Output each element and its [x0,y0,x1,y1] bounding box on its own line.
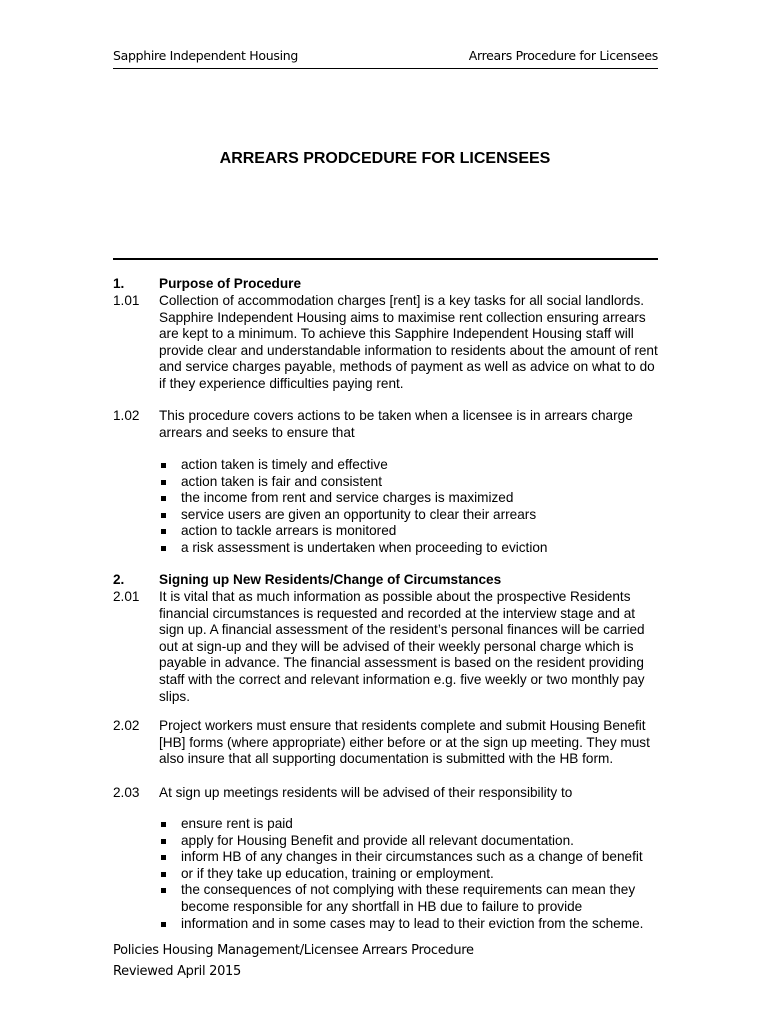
header-organisation: Sapphire Independent Housing [113,48,299,63]
bullet-square-icon [161,888,166,893]
bullet-square-icon [161,872,166,877]
list-item-text: inform HB of any changes in their circumstances such as a change of benefit [181,849,643,865]
list-item [159,916,659,933]
bullet-square-icon [161,839,166,844]
list-item-text: information and in some cases may to lead to their eviction from the scheme. [181,915,644,931]
list-item-text: a risk assessment is undertaken when proceeding to eviction [181,539,548,555]
header-document-name: Arrears Procedure for Licensees [468,48,658,63]
bullet-list [159,816,659,932]
list-item [159,849,659,866]
paragraph-number: 1.01 [113,293,140,308]
list-item-text: service users are given an opportunity to clear their arrears [181,506,537,522]
paragraph-number: 2.01 [113,589,140,604]
list-item-text: action taken is timely and effective [181,457,388,472]
bullet-square-icon [161,546,166,551]
section-heading: Purpose of Procedure [159,276,302,291]
paragraph-text [159,589,659,705]
page-footer [113,940,474,982]
list-item [159,507,659,524]
list-item-text: the income from rent and service charges is maximized [181,490,514,506]
list-item [159,523,659,540]
list-item [159,882,659,915]
section-heading: Signing up New Residents/Change of Circumstances [159,572,502,587]
paragraph-text [159,718,659,768]
paragraph-body: Project workers must ensure that residents complete and submit Housing Benefit [HB] forms (where appropriate) either before or at the sign up meeting. They must also insure that all supporting documentation is submitted with the HB form. [159,718,650,767]
paragraph-number: 2.03 [113,785,140,800]
page-header [113,48,658,69]
bullet-square-icon [161,496,166,501]
paragraph-text [159,785,659,802]
title-divider [113,258,658,260]
list-item [159,833,659,850]
bullet-list [159,457,659,557]
bullet-square-icon [161,480,166,485]
list-item-text: action to tackle arrears is monitored [181,523,397,539]
bullet-square-icon [161,922,166,927]
list-item-text: apply for Housing Benefit and provide all relevant documentation. [181,832,574,848]
section-number: 2. [113,572,125,587]
list-item [159,866,659,883]
list-item [159,816,659,833]
list-item-text: action taken is fair and consistent [181,473,382,489]
paragraph-body: It is vital that as much information as possible about the prospective Residents financial circumstances is requested and recorded at the interview stage and at sign up. A financial assessment of the resident’s personal finances will be carried out at sign-up and they will be advised of their weekly personal charge which is payable in advance. The financial assessment is based on the resident providing staff with the correct and relevant information e.g. five weekly or two monthly pay slips. [159,589,645,704]
bullet-square-icon [161,855,166,860]
paragraph-body: Collection of accommodation charges [rent] is a key tasks for all social landlords. Sapphire Independent Housing aims to maximise rent collection ensuring arrears are kept to a minimum. To achieve this Sapphire Independent Housing staff will provide clear and understandable information to residents about the amount of rent and service charges payable, methods of payment as well as advice on what to do if they experience difficulties paying rent. [159,293,658,391]
paragraph-number: 2.02 [113,718,140,733]
paragraph-body: This procedure covers actions to be taken when a licensee is in arrears charge arrears and seeks to ensure that [159,408,633,440]
document-title: ARREARS PRODCEDURE FOR LICENSEES [219,150,551,167]
section-number: 1. [113,276,125,291]
paragraph-number: 1.02 [113,408,140,423]
list-item [159,490,659,507]
list-item [159,540,659,557]
bullet-square-icon [161,822,166,827]
footer-review-line: Reviewed April 2015 [113,964,241,979]
list-item-text: ensure rent is paid [181,816,293,831]
bullet-square-icon [161,463,166,468]
list-item-text: or if they take up education, training or employment. [181,865,494,881]
bullet-square-icon [161,513,166,518]
list-item-text: the consequences of not complying with these requirements can mean they become responsible for any shortfall in HB due to failure to provide [181,882,636,914]
paragraph-text [159,408,659,441]
footer-policy-line: Policies Housing Management/Licensee Arrears Procedure [113,943,474,958]
paragraph-text [159,293,659,393]
list-item [159,457,659,474]
bullet-square-icon [161,529,166,534]
list-item [159,474,659,491]
paragraph-body: At sign up meetings residents will be advised of their responsibility to [159,785,573,800]
